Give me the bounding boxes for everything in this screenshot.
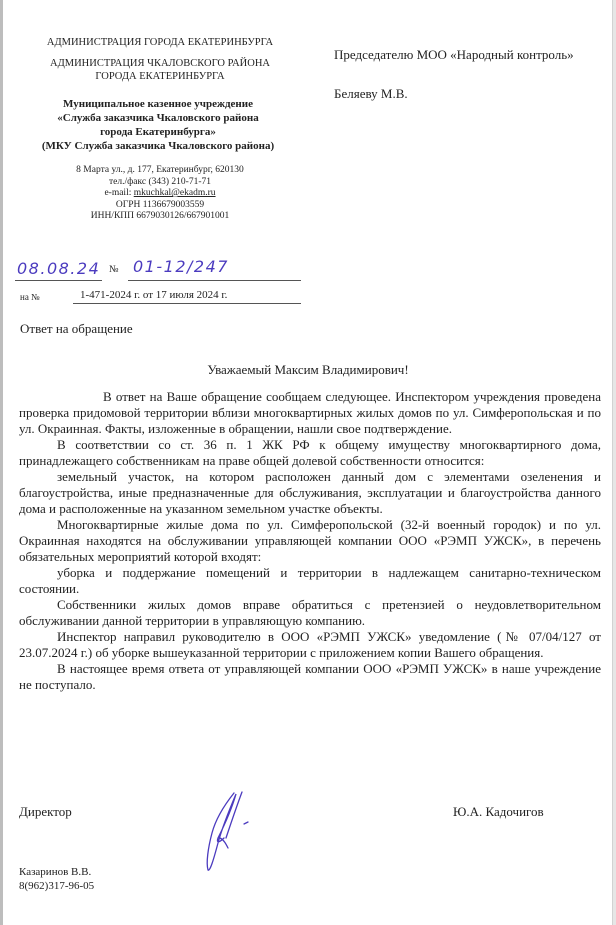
org-contacts — [20, 165, 300, 223]
org-phone: тел./факс (343) 210-71-71 — [109, 176, 211, 187]
page-edge-left — [0, 0, 3, 925]
outgoing-number: 01-12/247 — [133, 257, 229, 276]
organization-name — [8, 97, 308, 153]
paragraph: В ответ на Ваше обращение сообщаем следующее. Инспектором учреждения проведена проверка придомовой территории вблизи многоквартирных жилых домов по ул. Симферопольская и по ул. Окраинная. Факты, изложенные в обращении, нашли свое подтверждение. — [19, 389, 601, 436]
paragraph: Многоквартирные жилые дома по ул. Симферопольской (32-й военный городок) и по ул. Окраинная находятся на обслуживании управляющей компании ООО «РЭМП УЖСК», в перечень обязательных мероприятий которой входят: — [19, 517, 601, 564]
page-edge-right — [612, 0, 616, 925]
salutation: Уважаемый Максим Владимирович! — [207, 362, 409, 377]
org-email-row — [20, 188, 300, 200]
org-address: 8 Марта ул., д. 177, Екатеринбург, 620130 — [76, 165, 244, 175]
org-ogrn: ОГРН 1136679003559 — [115, 199, 205, 210]
paragraph: Инспектор направил руководителю в ООО «РЭМП УЖСК» уведомление (№ 07/04/127 от 23.07.2024 г.) об уборке вышеуказанной территории с приложением копии Вашего обращения. — [19, 629, 601, 660]
org-line-3: города Екатеринбурга» — [100, 126, 216, 138]
org-line-4: (МКУ Служба заказчика Чкаловского района) — [41, 140, 275, 152]
paragraph: В соответствии со ст. 36 п. 1 ЖК РФ к общему имуществу многоквартирного дома, принадлежащего собственникам на праве общей долевой собственности относится: — [19, 437, 601, 468]
number-sign: № — [109, 264, 119, 275]
paragraph: земельный участок, на котором расположен данный дом с элементами озеленения и благоустройства, иные предназначенные для обслуживания, эксплуатации и благоустройства данного дома и расположенные на указанном земельном участке объекты. — [19, 469, 601, 516]
letterhead-district-city: ГОРОДА ЕКАТЕРИНБУРГА — [95, 71, 225, 82]
paragraph: В настоящее время ответа от управляющей компании ООО «РЭМП УЖСК» в наше учреждение не поступало. — [19, 661, 601, 692]
paragraph: Собственники жилых домов вправе обратиться с претензией о неудовлетворительном обслуживании данной территории в управляющую компанию. — [19, 597, 601, 628]
letter-body — [19, 389, 601, 693]
signer-name: Ю.А. Кадочигов — [453, 804, 544, 819]
org-inn: ИНН/КПП 6679030126/667901001 — [90, 211, 230, 222]
paragraph: уборка и поддержание помещений и территории в надлежащем санитарно-техническом состоянии. — [19, 565, 601, 596]
org-line-2: «Служба заказчика Чкаловского района — [57, 112, 259, 124]
handwritten-signature — [196, 788, 256, 874]
org-line-1: Муниципальное казенное учреждение — [63, 98, 253, 110]
addressee-name: Беляеву М.В. — [334, 86, 408, 101]
letterhead — [18, 36, 302, 83]
date-underline — [15, 280, 102, 281]
letterhead-city-admin: АДМИНИСТРАЦИЯ ГОРОДА ЕКАТЕРИНБУРГА — [46, 37, 274, 48]
reference-value: 1-471-2024 г. от 17 июля 2024 г. — [80, 289, 228, 301]
reference-label: на № — [20, 292, 40, 302]
letterhead-district-admin: АДМИНИСТРАЦИЯ ЧКАЛОВСКОГО РАЙОНА — [50, 58, 270, 69]
executor-phone: 8(962)317-96-05 — [19, 880, 95, 892]
email-label: e-mail: — [104, 188, 134, 199]
outgoing-date: 08.08.24 — [17, 259, 101, 278]
reference-underline — [73, 303, 301, 304]
signer-position: Директор — [19, 804, 72, 819]
addressee-title: Председателю МОО «Народный контроль» — [334, 47, 574, 62]
org-email-link[interactable]: mkuchkal@ekadm.ru — [133, 188, 216, 199]
letter-subject: Ответ на обращение — [20, 321, 133, 336]
executor-name: Казаринов В.В. — [19, 866, 92, 878]
number-underline — [128, 280, 301, 281]
